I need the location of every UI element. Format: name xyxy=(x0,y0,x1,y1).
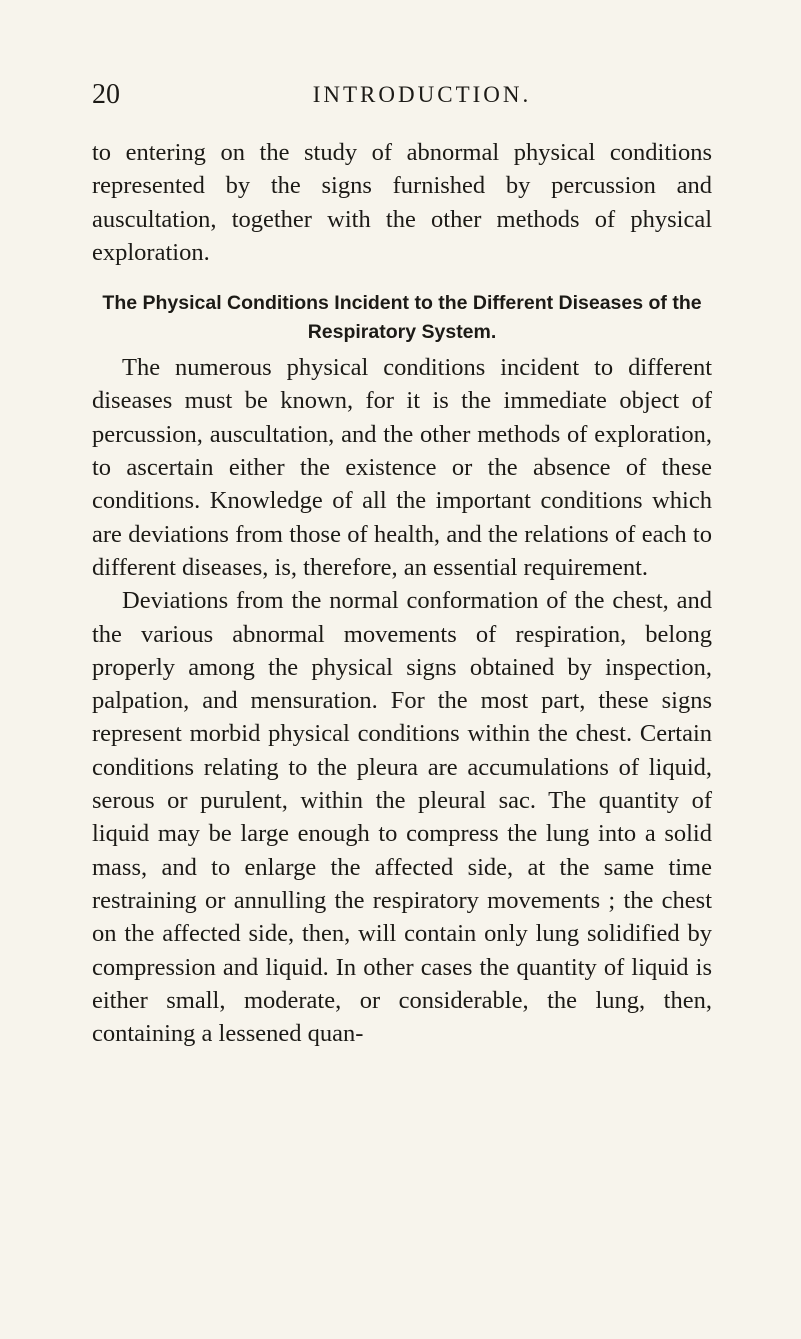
page-number: 20 xyxy=(92,79,120,110)
running-head xyxy=(92,78,712,112)
opening-paragraph: to entering on the study of abnormal physical conditions represented by the signs furnished by percussion and auscultation, together with the other methods of physical exploration. xyxy=(92,139,712,266)
paragraph-conditions: The numerous physical conditions incident to different diseases must be known, for it is the immediate object of percussion, auscultation, and the other methods of exploration, to ascertain either the existence or the absence of these conditions. Knowledge of all the important conditions which are deviations from those of health, and the relations of each to different diseases, is, therefore, an essential requirement. xyxy=(92,354,712,581)
running-title: INTRODUCTION. xyxy=(312,82,532,107)
section-heading: The Physical Conditions Incident to the Different Diseases of the Respiratory System. xyxy=(102,292,702,344)
body-text xyxy=(92,136,712,1050)
paragraph-deviations: Deviations from the normal conformation of the chest, and the various abnormal movements of respiration, belong properly among the physical signs obtained by inspection, palpation, and mensuration. For the most part, these signs represent morbid physical conditions within the chest. Certain conditions relating to the pleura are accumulations of liquid, serous or purulent, within the pleural sac. The quantity of liquid may be large enough to compress the lung into a solid mass, and to enlarge the affected side, at the same time restraining or annulling the respiratory movements ; the chest on the affected side, then, will contain only lung solidified by compression and liquid. In other cases the quantity of liquid is either small, moderate, or considerable, the lung, then, containing a lessened quan- xyxy=(92,587,712,1048)
